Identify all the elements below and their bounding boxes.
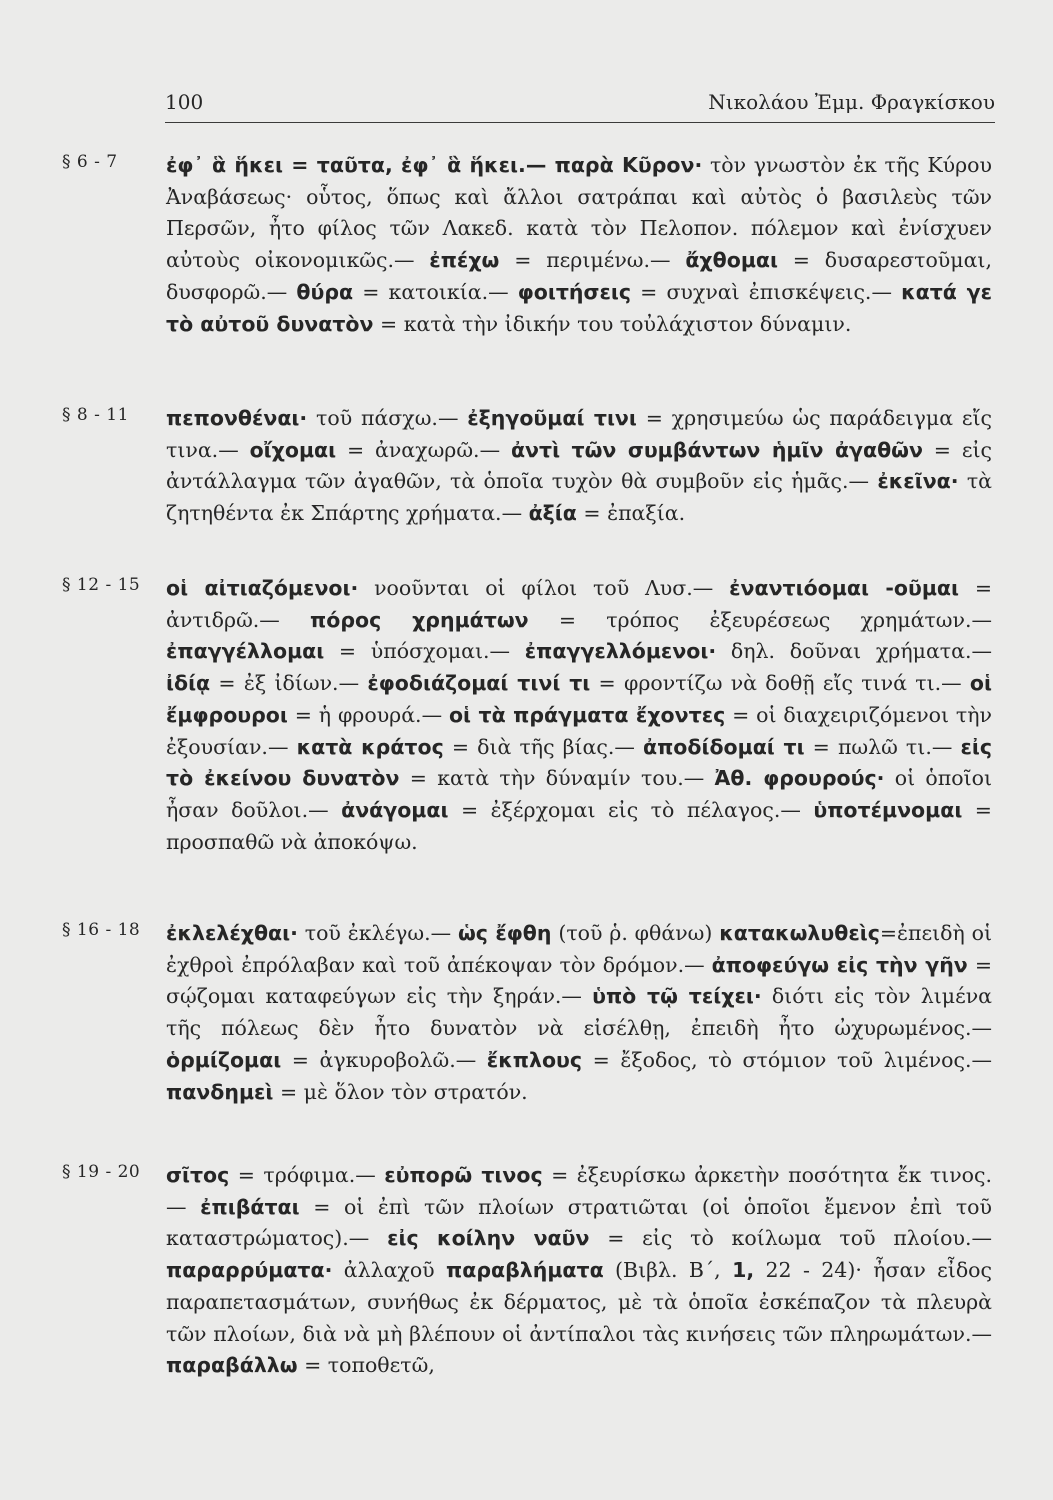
section-ref: § 12 - 15: [62, 575, 141, 595]
section-text: οἱ αἰτιαζόμενοι· νοοῦνται οἱ φίλοι τοῦ Λυσ.— ἐναντιόομαι -οῦμαι = ἀντιδρῶ.— πόρος χρημάτων = τρόπος ἐξευρέσεως χρημάτων.— ἐπαγγέλλομαι = ὑπόσχομαι.— ἐπαγγελλόμενοι· δηλ. δοῦναι χρήματα.— ἰδίᾳ = ἐξ ἰδίων.— ἐφοδιάζομαί τινί τι = φροντίζω νὰ δοθῇ εἴς τινά τι.— οἱ ἔμφρουροι = ἡ φρουρά.— οἱ τὰ πράγματα ἔχοντες = οἱ διαχειριζόμενοι τὴν ἐξουσίαν.— κατὰ κράτος = διὰ τῆς βίας.— ἀποδίδομαί τι = πωλῶ τι.— εἰς τὸ ἐκείνου δυνατὸν = κατὰ τὴν δύναμίν του.— Ἀθ. φρουρούς· οἱ ὁποῖοι ἦσαν δοῦλοι.— ἀνάγομαι = ἐξέρχομαι εἰς τὸ πέλαγος.— ὑποτέμνομαι = προσπαθῶ νὰ ἀποκόψω.: [166, 576, 993, 854]
page-header: [165, 86, 995, 123]
page-number: 100: [165, 90, 204, 114]
section-ref: § 19 - 20: [62, 1162, 141, 1182]
section-ref: § 16 - 18: [62, 920, 141, 940]
section-text: ἐκλελέχθαι· τοῦ ἐκλέγω.— ὡς ἔφθη (τοῦ ῥ. φθάνω) κατακωλυθεὶς=ἐπειδὴ οἱ ἐχθροὶ ἐπρόλαβαν καὶ τοῦ ἀπέκοψαν τὸν δρόμον.— ἀποφεύγω εἰς τὴν γῆν = σῴζομαι καταφεύγων εἰς τὴν ξηράν.— ὑπὸ τῷ τείχει· διότι εἰς τὸν λιμένα τῆς πόλεως δὲν ἦτο δυνατὸν νὰ εἰσέλθῃ, ἐπειδὴ ἦτο ὠχυρωμένος.— ὁρμίζομαι = ἀγκυροβολῶ.— ἔκπλους = ἔξοδος, τὸ στόμιον τοῦ λιμένος.— πανδημεὶ = μὲ ὅλον τὸν στρατόν.: [166, 921, 993, 1104]
running-title: Νικολάου Ἐμμ. Φραγκίσκου: [708, 90, 995, 114]
section-text: πεπονθέναι· τοῦ πάσχω.— ἐξηγοῦμαί τινι = χρησιμεύω ὡς παράδειγμα εἴς τινα.— οἴχομαι = ἀναχωρῶ.— ἀντὶ τῶν συμβάντων ἡμῖν ἀγαθῶν = εἰς ἀντάλλαγμα τῶν ἀγαθῶν, τὰ ὁποῖα τυχὸν θὰ συμβοῦν εἰς ἡμᾶς.— ἐκεῖνα· τὰ ζητηθέντα ἐκ Σπάρτης χρήματα.— ἀξία = ἐπαξία.: [166, 406, 992, 526]
section-text: σῖτος = τρόφιμα.— εὐπορῶ τινος = ἐξευρίσκω ἀρκετὴν ποσότητα ἔκ τινος.— ἐπιβάται = οἱ ἐπὶ τῶν πλοίων στρατιῶται (οἱ ὁποῖοι ἔμενον ἐπὶ τοῦ καταστρώματος).— εἰς κοίλην ναῦν = εἰς τὸ κοίλωμα τοῦ πλοίου.— παραρρύματα· ἀλλαχοῦ παραβλήματα (Βιβλ. Β΄, 1, 22 - 24)· ἦσαν εἶδος παραπετασμάτων, συνήθως ἐκ δέρματος, μὲ τὰ ὁποῖα ἐσκέπαζον τὰ πλευρὰ τῶν πλοίων, διὰ νὰ μὴ βλέπουν οἱ ἀντίπαλοι τὰς κινήσεις τῶν πληρωμάτων.— παραβάλλω = τοποθετῶ,: [166, 1163, 992, 1378]
section-ref: § 8 - 11: [62, 405, 129, 425]
section-ref: § 6 - 7: [62, 152, 118, 172]
section-text: ἐφ᾽ ἃ ἥκει = ταῦτα, ἐφ᾽ ἃ ἥκει.— παρὰ Κῦρον· τὸν γνωστὸν ἐκ τῆς Κύρου Ἀναβάσεως· οὗτος, ὅπως καὶ ἄλλοι σατράπαι καὶ αὐτὸς ὁ βασιλεὺς τῶν Περσῶν, ἦτο φίλος τῶν Λακεδ. κατὰ τὸν Πελοπον. πόλεμον καὶ ἐνίσχυεν αὐτοὺς οἰκονομικῶς.— ἐπέχω = περιμένω.— ἄχθομαι = δυσαρεστοῦμαι, δυσφορῶ.— θύρα = κατοικία.— φοιτήσεις = συχναὶ ἐπισκέψεις.— κατά γε τὸ αὐτοῦ δυνατὸν = κατὰ τὴν ἰδικήν του τοὐλάχιστον δύναμιν.: [166, 153, 993, 336]
